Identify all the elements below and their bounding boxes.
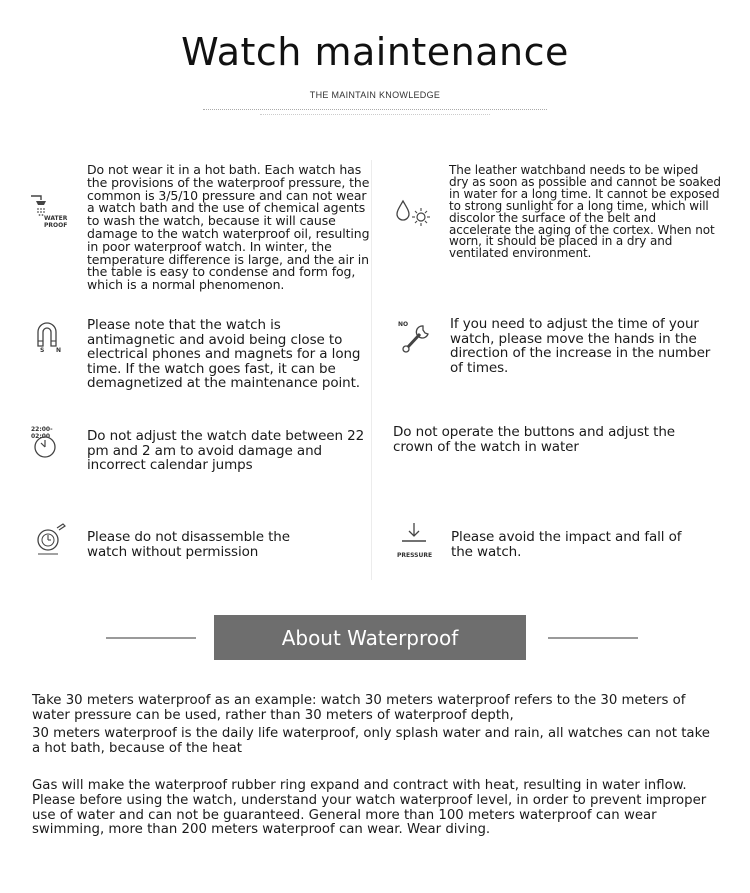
drop-sun-icon — [392, 193, 436, 231]
watch-disassemble-icon — [30, 518, 70, 560]
tip-text: If you need to adjust the time of your watch, please move the hands in the direction of the increase in the number of times. — [450, 316, 711, 376]
clock-icon — [32, 434, 58, 460]
paragraph: Gas will make the waterproof rubber ring expand and contract with heat, resulting in water inflow. Please before using the watch, understand your watch waterproof level, in order to prevent improper use of water and can not be guaranteed. General more than 100 meters waterproof can wear swimming, more than 200 meters waterproof can wear. Wear diving. — [32, 778, 707, 838]
page-subtitle: THE MAINTAIN KNOWLEDGE — [309, 90, 441, 100]
tip-text: Do not adjust the watch date between 22 pm and 2 am to avoid damage and incorrect calendar jumps — [87, 428, 365, 473]
subtitle-rule-secondary — [260, 114, 490, 115]
magnet-label-s: S — [40, 347, 45, 354]
subtitle-rule — [203, 109, 547, 110]
wrench-icon-label: NO — [398, 321, 409, 328]
page-title: Watch maintenance — [181, 30, 569, 74]
tip-text: The leather watchband needs to be wiped dry as soon as possible and cannot be soaked in water for a long time. It cannot be exposed to strong sunlight for a long time, which will discolor the surface of the belt and accelerate the aging of the cortex. When not worn, it should be placed in a dry and ventilated environment. — [449, 163, 721, 261]
pressure-icon — [396, 520, 432, 548]
magnet-label-n: N — [56, 347, 62, 354]
banner-line-right — [548, 637, 638, 639]
paragraph: 30 meters waterproof is the daily life waterproof, only splash water and rain, all watches can not take a hot bath, because of the heat — [32, 726, 710, 756]
tip-text: Do not operate the buttons and adjust the crown of the watch in water — [393, 424, 676, 455]
tip-text: Do not wear it in a hot bath. Each watch has the provisions of the waterproof pressure, the common is 3/5/10 pressure and can not wear a watch bath and the use of chemical agents to wash the watch, because it will cause damage to the watch waterproof oil, resulting in poor waterproof watch. In winter, the temperature difference is large, and the air in the table is easy to condense and form fog, which is a normal phenomenon. — [87, 162, 370, 293]
clock-icon-label: 22:00-02:00 — [31, 426, 53, 440]
section-banner: About Waterproof — [214, 615, 526, 660]
tip-text: Please note that the watch is antimagnetic and avoid being close to electrical phones and magnets for a long time. If the watch goes fast, it can be demagnetized at the maintenance point. — [87, 317, 361, 391]
waterproof-icon-label: WATER PROOF — [44, 215, 68, 229]
tip-text: Please avoid the impact and fall of the watch. — [451, 529, 682, 560]
tip-text: Please do not disassemble the watch without permission — [87, 529, 290, 560]
column-divider — [371, 160, 372, 580]
paragraph: Take 30 meters waterproof as an example: watch 30 meters waterproof refers to the 30 meters of water pressure can be used, rather than 30 meters of waterproof depth, — [32, 693, 686, 723]
pressure-icon-label: PRESSURE — [397, 552, 433, 559]
banner-line-left — [106, 637, 196, 639]
